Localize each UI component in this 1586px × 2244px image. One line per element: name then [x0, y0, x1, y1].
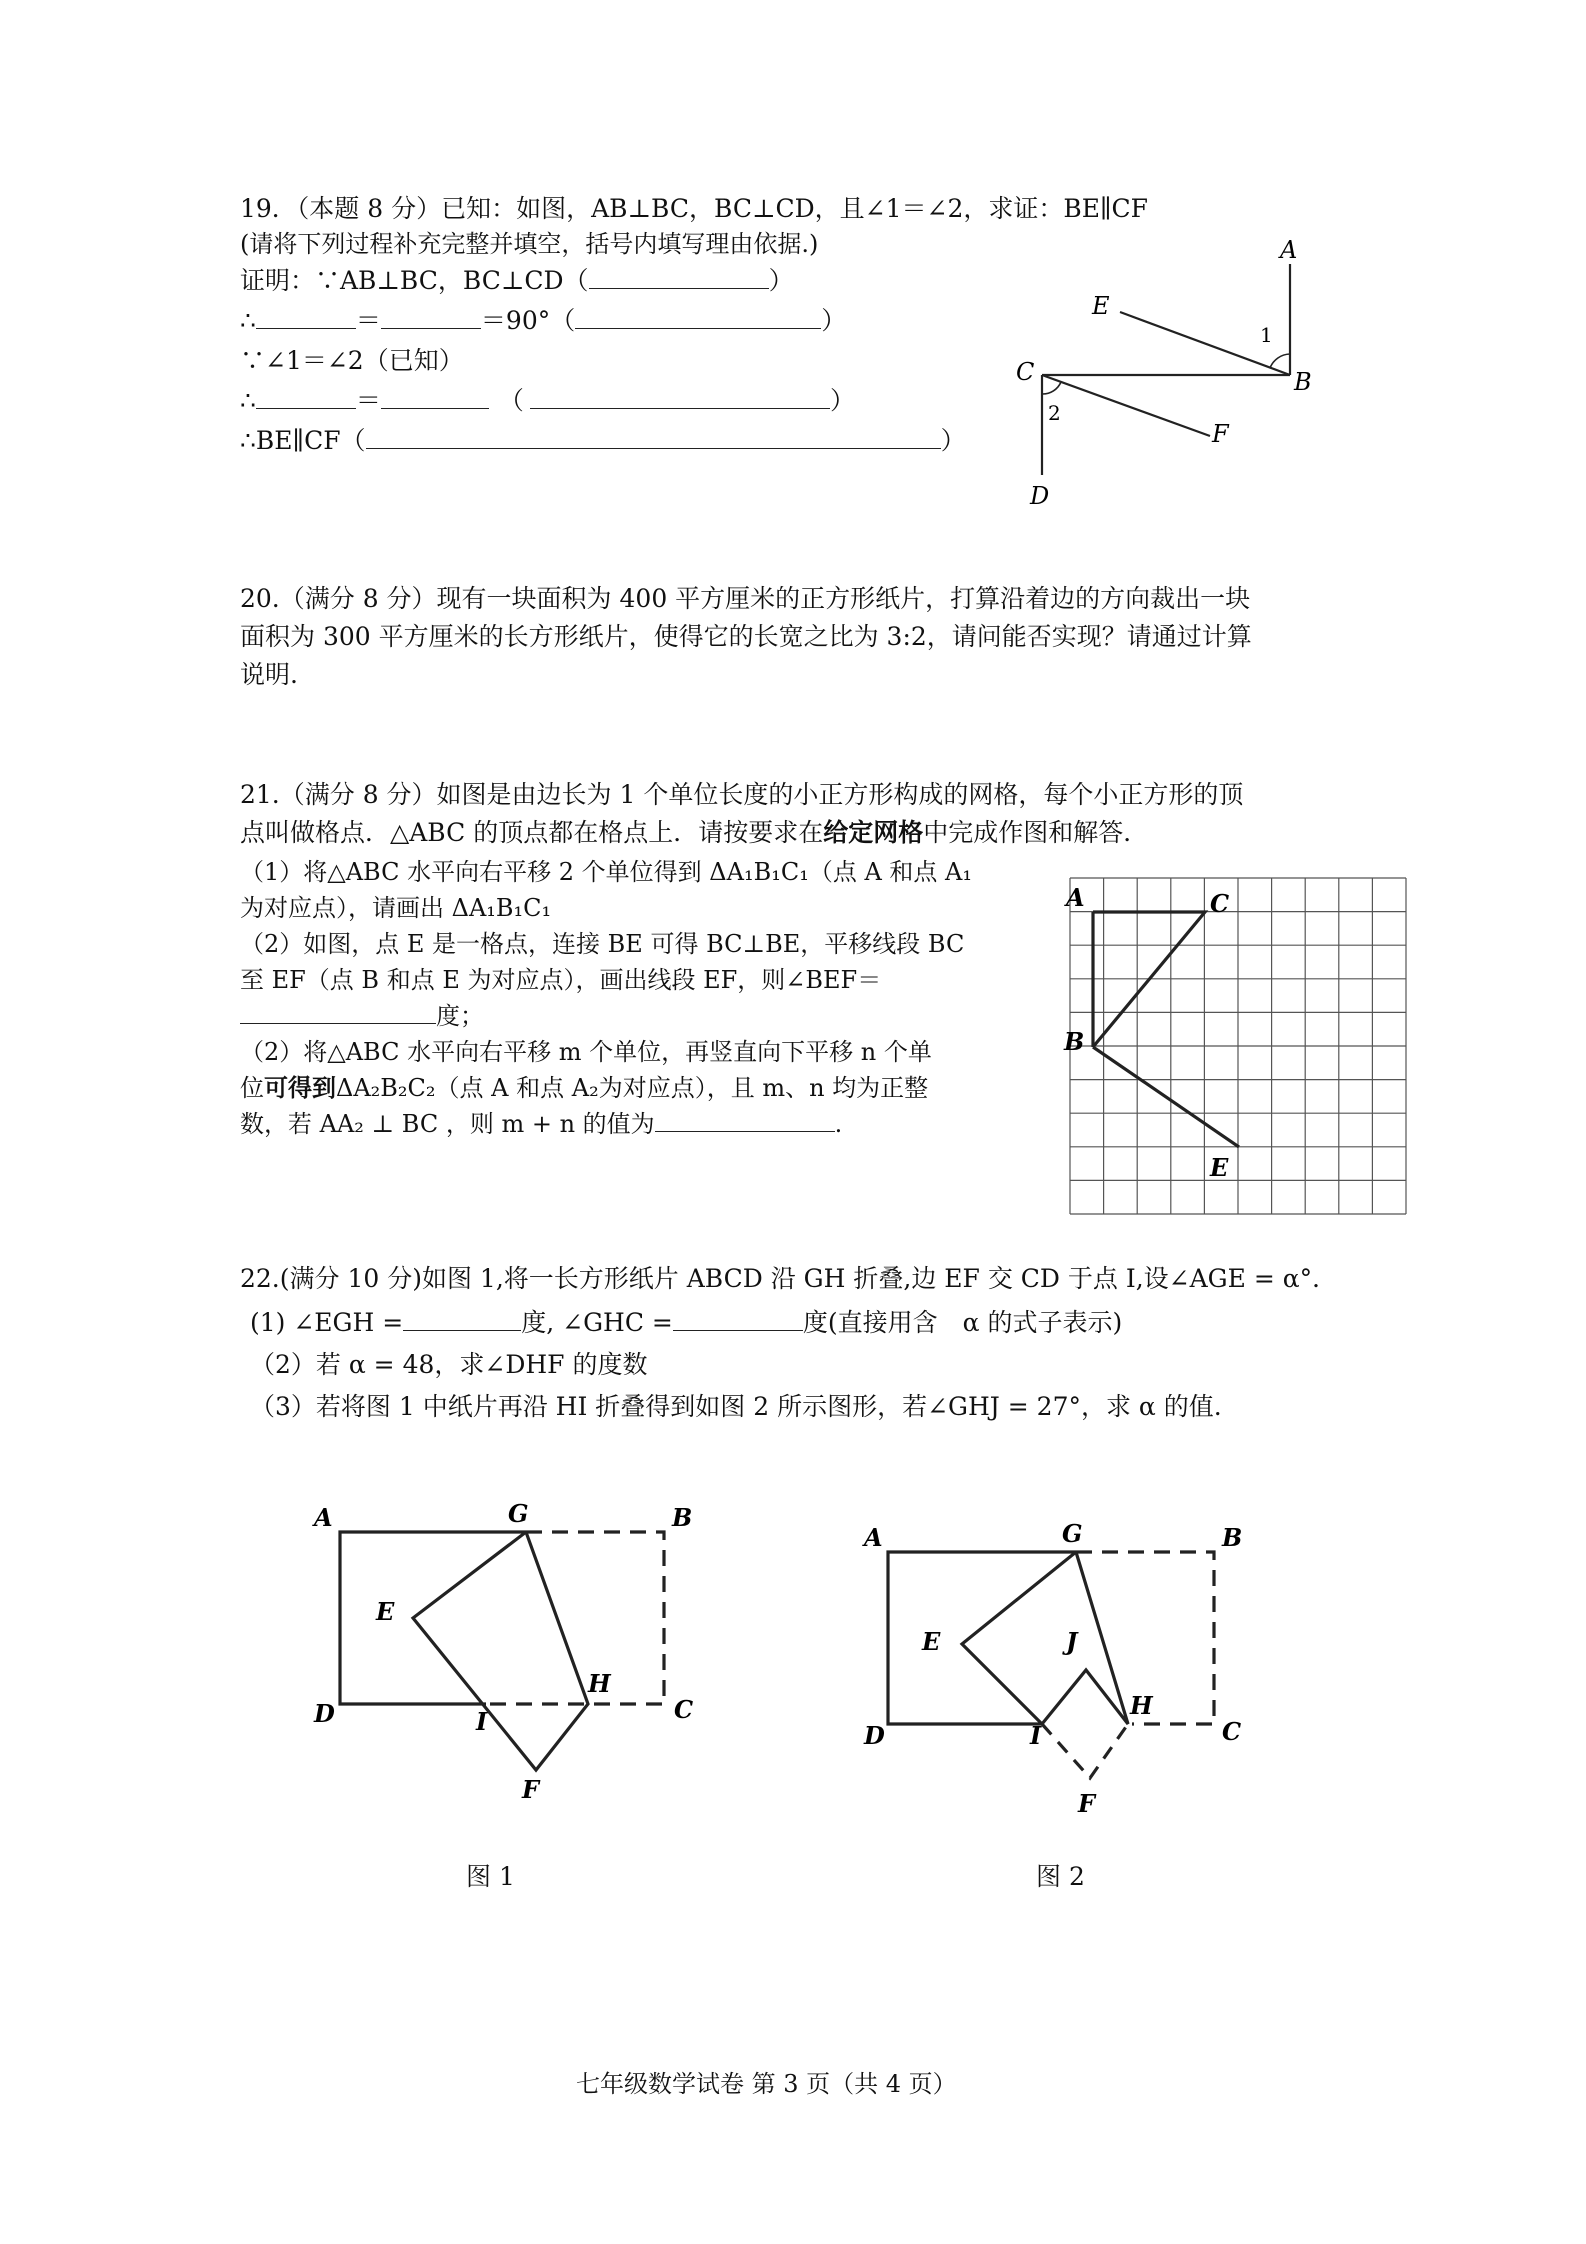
- q20-line1: 20.（满分 8 分）现有一块面积为 400 平方厘米的正方形纸片，打算沿着边的方向裁出一块: [240, 584, 1251, 613]
- q19-note: (请将下列过程补充完整并填空，括号内填写理由依据.): [240, 230, 819, 258]
- q22-fig2-fold-dashed: [1042, 1724, 1128, 1778]
- q19-label-a: A: [1280, 236, 1298, 264]
- q21-segment-be: [1093, 1047, 1239, 1147]
- q19-line2-a: ∴: [240, 306, 256, 335]
- q22-fig2-label-e: E: [922, 1627, 941, 1656]
- q19-line4-c: （: [498, 386, 524, 415]
- q19-line1: [240, 264, 794, 298]
- q19-line5: [240, 424, 966, 458]
- q22-fig2-label-a: A: [864, 1523, 883, 1552]
- q19-angle1-arc: [1270, 354, 1290, 368]
- q21-p2c: [240, 1000, 484, 1032]
- q22-figure2: [850, 1500, 1270, 1840]
- q22-p1-a: (1) ∠EGH =: [250, 1308, 404, 1337]
- q21-p3a: （2）将△ABC 水平向右平移 m 个单位，再竖直向下平移 n 个单: [240, 1038, 932, 1066]
- q21-p3c-end: .: [834, 1110, 843, 1138]
- q19-line4-end: ）: [829, 386, 855, 415]
- page-footer: 七年级数学试卷 第 3 页（共 4 页）: [576, 2070, 957, 2098]
- q20-line3: 说明.: [240, 660, 298, 689]
- q19-blank-reason1[interactable]: [589, 266, 769, 289]
- q22-fig2-label-f: F: [1078, 1789, 1096, 1818]
- q22-figure1: [300, 1480, 720, 1820]
- q22-p1-b: 度, ∠GHC =: [521, 1308, 673, 1337]
- q19-line5-end: ）: [940, 426, 966, 455]
- q22-fig2-label-d: D: [864, 1721, 885, 1750]
- q20-line2: 面积为 300 平方厘米的长方形纸片，使得它的长宽之比为 3:2，请问能否实现？请通过计算: [240, 622, 1252, 651]
- q19-blank-angle2[interactable]: [381, 306, 481, 329]
- q19-label-e: E: [1092, 292, 1110, 320]
- q19-line2-c: ＝90°（: [480, 306, 576, 335]
- q21-blank-mn[interactable]: [655, 1109, 835, 1132]
- q21-p3b-b: ΔA₂B₂C₂（点 A 和点 A₂为对应点），且 m、n 均为正整: [336, 1074, 929, 1102]
- q22-p1-c: 度(直接用含 α 的式子表示): [802, 1308, 1123, 1337]
- q22-blank-egh[interactable]: [403, 1308, 521, 1331]
- q22-p1: [250, 1306, 1122, 1340]
- q21-p3b: [240, 1072, 928, 1104]
- q19-blank-angle4[interactable]: [381, 386, 489, 409]
- q19-label-b: B: [1294, 368, 1312, 396]
- q19-label-angle2: 2: [1048, 401, 1061, 425]
- q19-line4: [240, 384, 855, 418]
- q21-line1: 21.（满分 8 分）如图是由边长为 1 个单位长度的小正方形构成的网格，每个小正方形的顶: [240, 780, 1244, 809]
- q19-blank-angle3[interactable]: [256, 386, 356, 409]
- q22-fig1-caption: 图 1: [466, 1862, 515, 1891]
- q22-fig1-label-d: D: [314, 1699, 335, 1728]
- q19-line4-a: ∴: [240, 386, 256, 415]
- q19-blank-reason3[interactable]: [530, 386, 830, 409]
- q21-p1b: 为对应点），请画出 ΔA₁B₁C₁: [240, 894, 552, 922]
- q21-p3c-text: 数，若 AA₂ ⊥ BC ，则 m + n 的值为: [240, 1110, 655, 1138]
- q21-line2: [240, 816, 1148, 850]
- q19-line4-b: ＝: [355, 386, 381, 415]
- q22-fig2-label-g: G: [1062, 1519, 1083, 1548]
- q22-fig1-folded: [413, 1532, 588, 1770]
- q22-fig2-rect-solid: [888, 1552, 1076, 1724]
- q21-blank-bef[interactable]: [240, 1001, 436, 1024]
- q22-p2: （2）若 α = 48，求∠DHF 的度数: [250, 1350, 648, 1379]
- q22-fig2-label-i: I: [1030, 1721, 1042, 1750]
- q19-blank-angle1[interactable]: [256, 306, 356, 329]
- q21-line2-b: 中完成作图和解答．: [923, 818, 1149, 847]
- q21-label-b: B: [1064, 1027, 1085, 1056]
- q22-p3: （3）若将图 1 中纸片再沿 HI 折叠得到如图 2 所示图形，若∠GHJ = 27°，求 α 的值.: [250, 1392, 1222, 1421]
- q19-line1-text: 证明：∵AB⊥BC，BC⊥CD（: [240, 266, 589, 295]
- q22-fig1-rect-solid: [340, 1532, 526, 1704]
- q19-line2-end: ）: [821, 306, 847, 335]
- q22-fig2-label-j: J: [1066, 1627, 1078, 1656]
- q22-fig1-rect-dashed: [486, 1532, 664, 1704]
- q22-fig2-label-h: H: [1130, 1691, 1153, 1720]
- q21-label-a: A: [1066, 883, 1085, 912]
- q21-grid: [1070, 878, 1406, 1214]
- q19-line-cf: [1042, 375, 1210, 436]
- q22-fig1-label-c: C: [674, 1695, 694, 1724]
- q22-fig2-label-c: C: [1222, 1717, 1242, 1746]
- q19-figure: [1000, 230, 1340, 520]
- q19-label-angle1: 1: [1260, 323, 1273, 347]
- q21-p3b-bold: 可得到: [264, 1073, 336, 1102]
- q21-line2-a: 点叫做格点．△ABC 的顶点都在格点上．请按要求在: [240, 818, 824, 847]
- q21-label-e: E: [1210, 1153, 1229, 1182]
- q22-fig1-label-b: B: [672, 1503, 693, 1532]
- q19-angle2-arc: [1042, 382, 1061, 394]
- q21-p3c: [240, 1108, 842, 1140]
- q19-label-c: C: [1016, 358, 1035, 386]
- q22-line1: 22.(满分 10 分)如图 1,将一长方形纸片 ABCD 沿 GH 折叠,边 EF 交 CD 于点 I,设∠AGE = α°．: [240, 1264, 1338, 1293]
- q21-triangle-abc: [1093, 912, 1205, 1047]
- q21-p2a: （2）如图，点 E 是一格点，连接 BE 可得 BC⊥BE，平移线段 BC: [240, 930, 965, 958]
- q22-fig2-caption: 图 2: [1036, 1862, 1085, 1891]
- q19-blank-reason2[interactable]: [575, 306, 821, 329]
- q22-fig2-label-b: B: [1222, 1523, 1243, 1552]
- q22-fig1-label-a: A: [314, 1503, 333, 1532]
- q21-p3b-a: 位: [240, 1074, 264, 1102]
- q22-fig1-label-i: I: [476, 1707, 488, 1736]
- q21-line2-bold: 给定网格: [823, 818, 924, 847]
- q19-label-f: F: [1212, 420, 1229, 448]
- q22-fig2-folded: [962, 1552, 1128, 1724]
- q19-line5-text: ∴BE∥CF（: [240, 426, 366, 455]
- q19-blank-reason4[interactable]: [366, 426, 941, 449]
- q21-p1a: （1）将△ABC 水平向右平移 2 个单位得到 ΔA₁B₁C₁（点 A 和点 A₁: [240, 858, 972, 886]
- q21-p2b: 至 EF（点 B 和点 E 为对应点），画出线段 EF，则∠BEF＝: [240, 966, 882, 994]
- q19-line1-end: ）: [768, 266, 794, 295]
- q22-fig1-label-e: E: [376, 1597, 395, 1626]
- q22-fig1-label-h: H: [588, 1669, 611, 1698]
- q21-grid-figure: [1060, 868, 1420, 1228]
- q21-label-c: C: [1210, 889, 1230, 918]
- q22-blank-ghc[interactable]: [673, 1308, 803, 1331]
- q21-p2c-text: 度；: [436, 1002, 484, 1030]
- q19-line3: ∵∠1＝∠2（已知）: [240, 346, 464, 375]
- q19-line2-b: ＝: [355, 306, 381, 335]
- q19-title: 19．（本题 8 分）已知：如图，AB⊥BC，BC⊥CD，且∠1＝∠2，求证：BE∥CF: [240, 194, 1149, 223]
- q22-fig1-label-f: F: [522, 1775, 540, 1804]
- q19-label-d: D: [1030, 482, 1050, 510]
- q22-fig1-label-g: G: [508, 1499, 529, 1528]
- q19-line2: [240, 304, 846, 338]
